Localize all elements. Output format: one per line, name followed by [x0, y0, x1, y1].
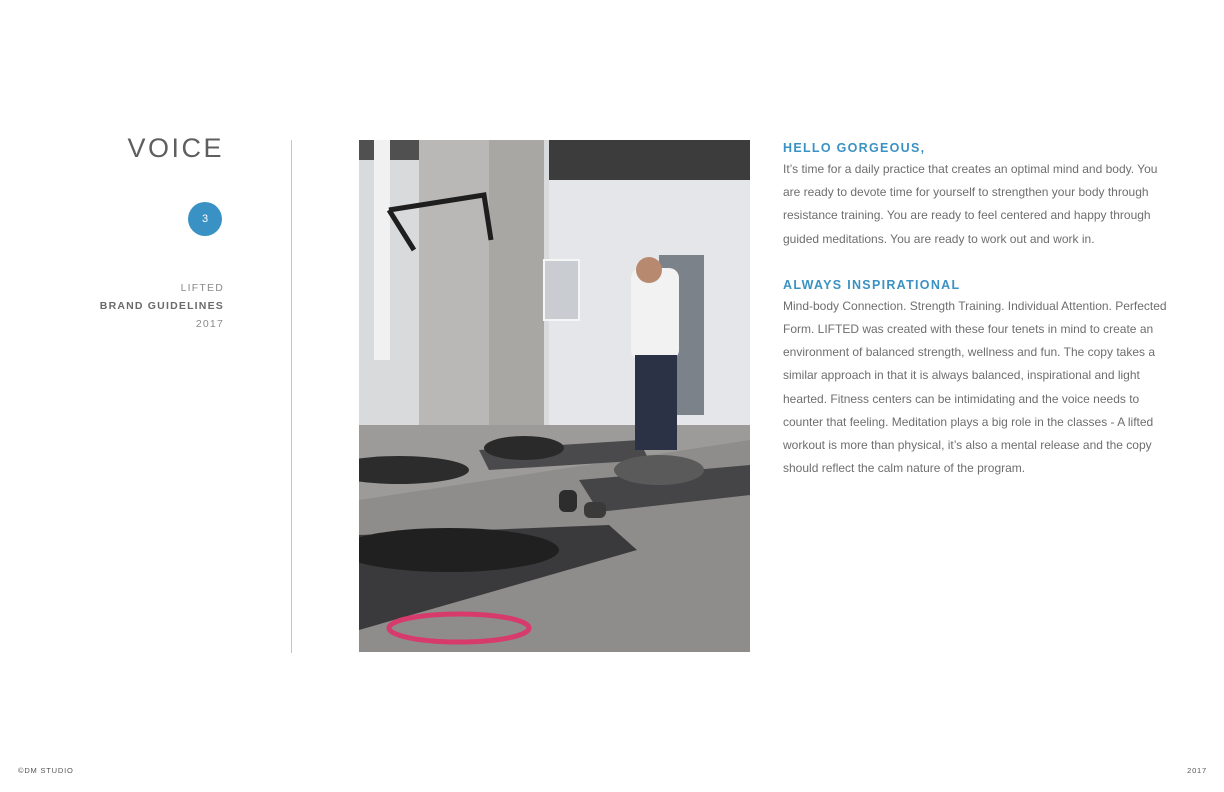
class-photo [359, 140, 750, 652]
document-name: BRAND GUIDELINES [99, 300, 224, 312]
document-meta [100, 279, 224, 333]
heading-always-inspirational: ALWAYS INSPIRATIONAL [783, 277, 961, 292]
paragraph-intro: It’s time for a daily practice that creates an optimal mind and body. You are ready to devote time for yourself to strengthen your body through resistance training. You are ready to feel centered and happy through guided meditations. You are ready to work out and work in. [783, 162, 1158, 246]
heading-hello-gorgeous: HELLO GORGEOUS, [783, 141, 926, 155]
footer-studio-credit: ©DM STUDIO [18, 766, 74, 775]
page-number-badge: 3 [188, 202, 222, 236]
voice-copy [783, 140, 1178, 480]
paragraph-approach: Mind-body Connection. Strength Training. Individual Attention. Perfected Form. LIFTED was created with these four tenets in mind to create an environment of balanced strength, wellness and fun. The copy takes a similar approach in that it is always balanced, inspirational and light hearted. Fitness centers can be intimidating and the voice needs to counter that feeling. Meditation plays a big role in the classes - A lifted workout is more than physical, it’s also a mental release and the copy should reflect the calm nature of the program. [783, 298, 1167, 476]
document-year: 2017 [195, 318, 224, 330]
footer-year: 2017 [1187, 766, 1207, 775]
section-title: VOICE [127, 133, 224, 163]
vertical-divider [291, 140, 292, 653]
brand-name: LIFTED [180, 282, 224, 294]
